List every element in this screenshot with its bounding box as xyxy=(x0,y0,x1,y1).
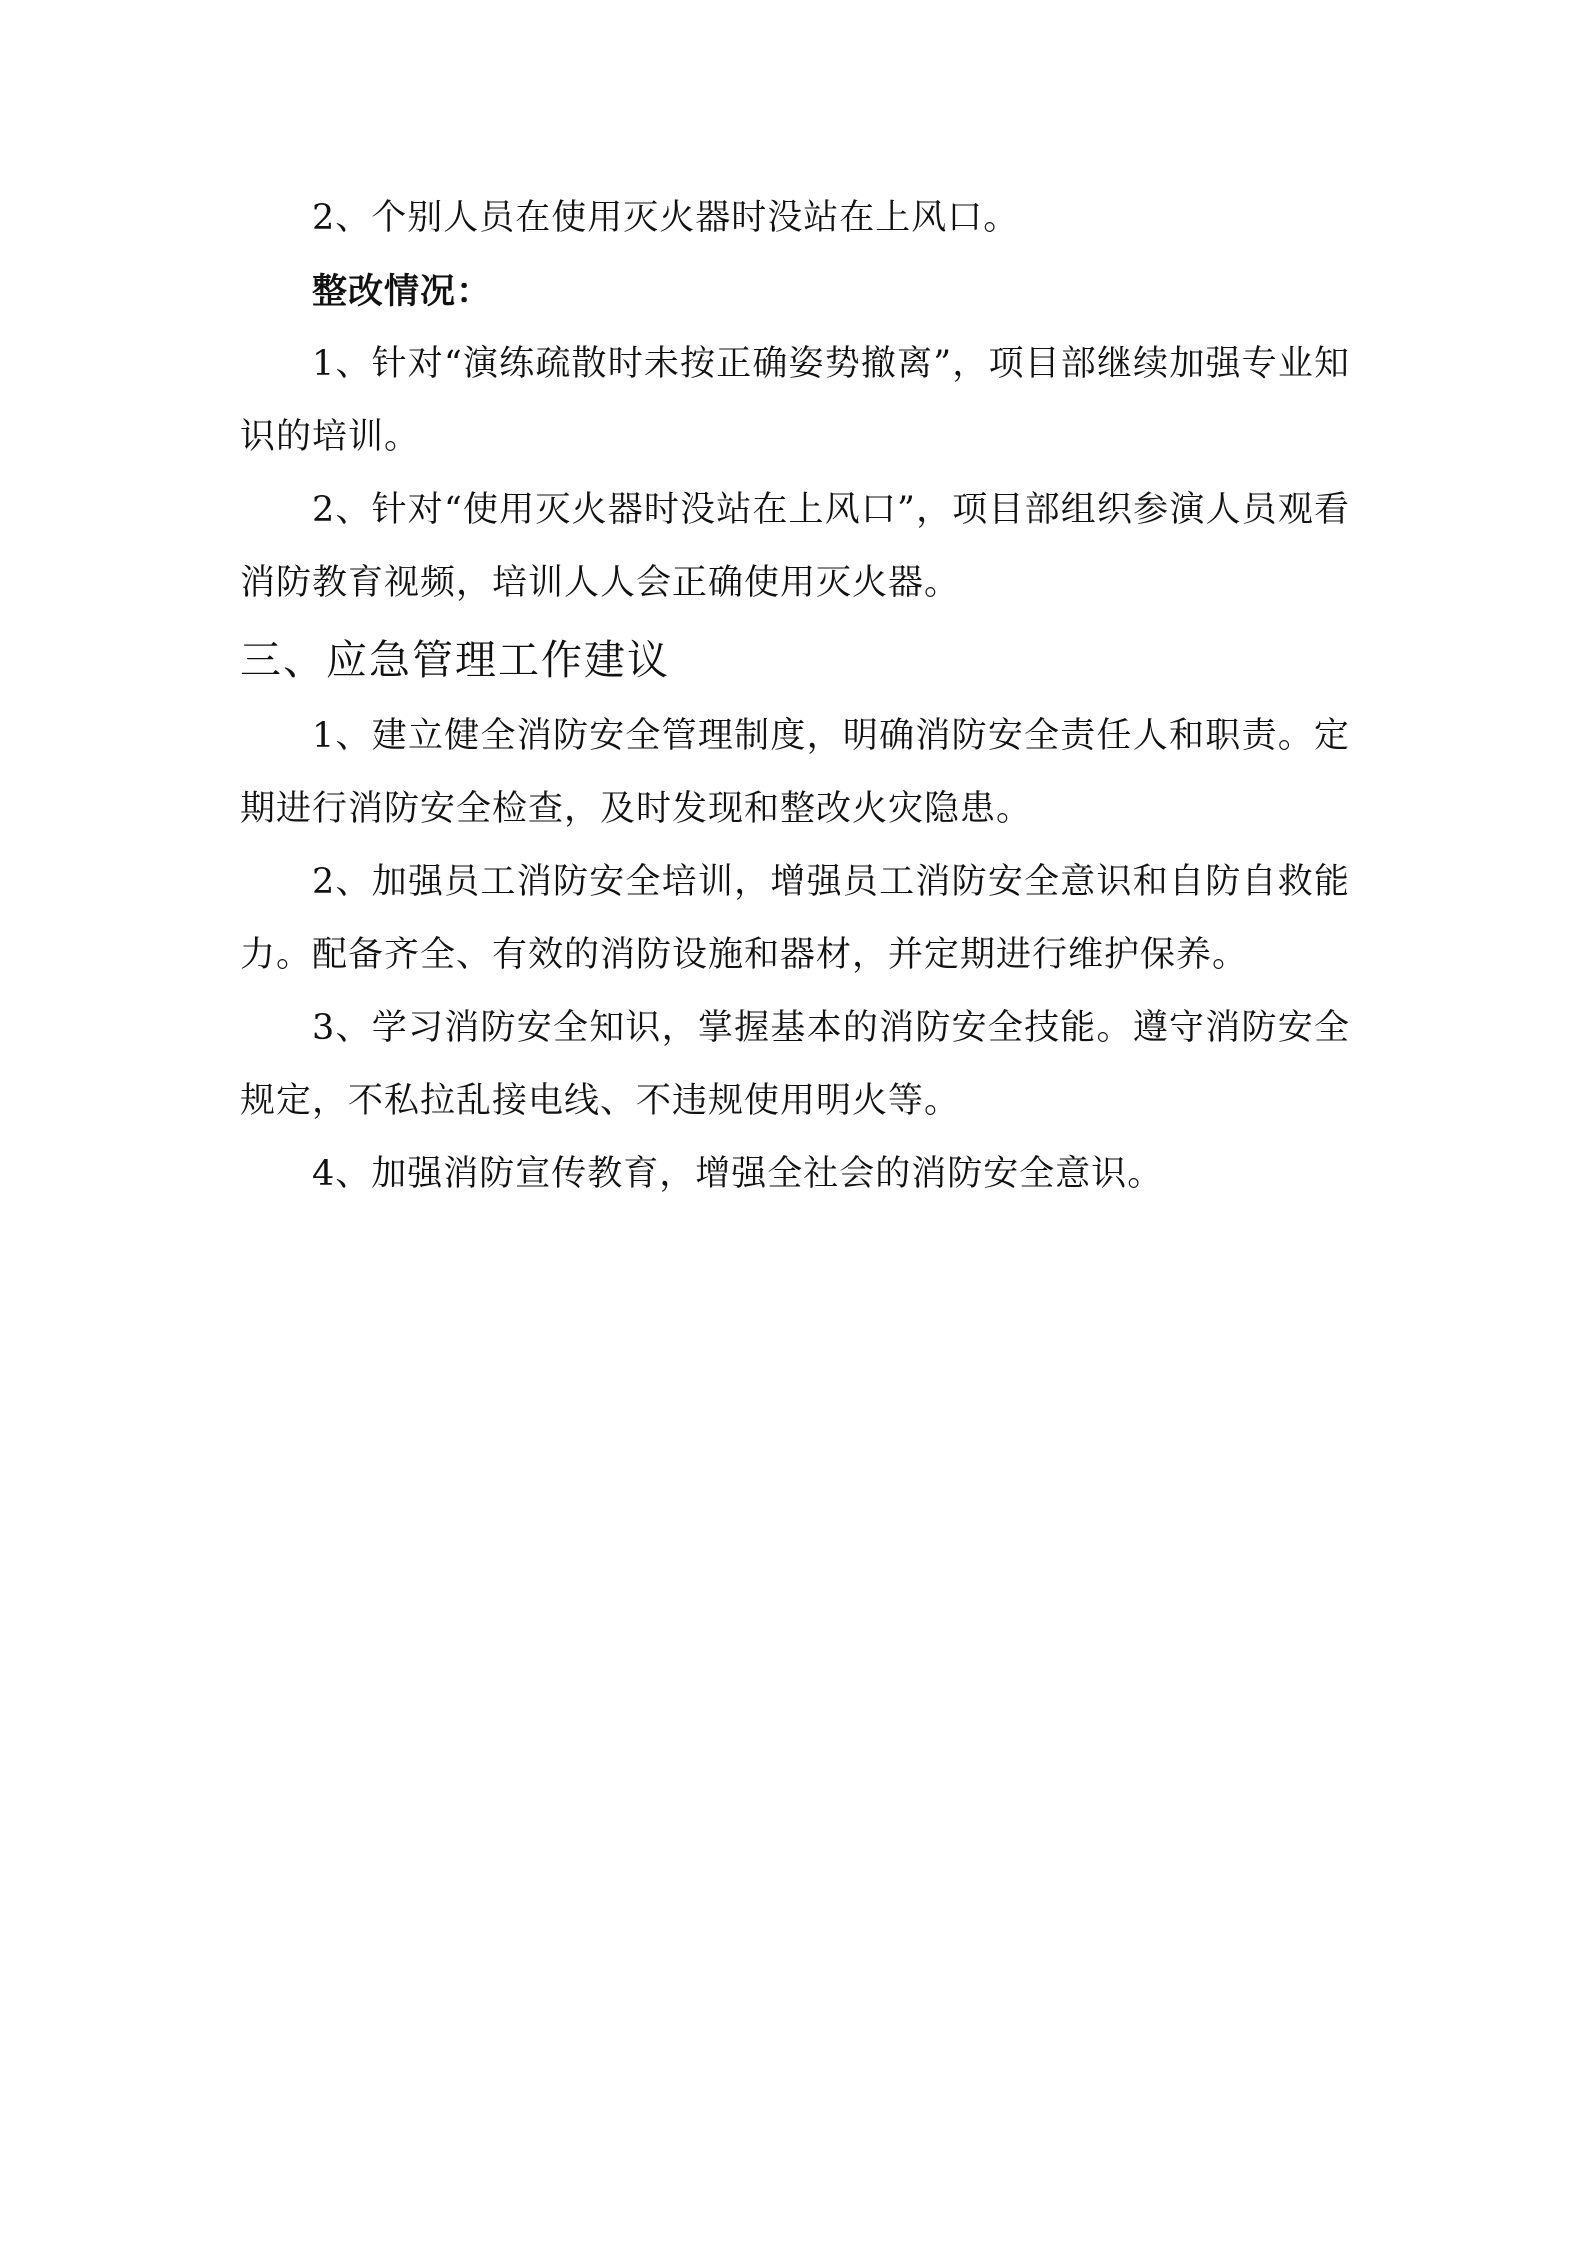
paragraph-suggestion-4: 4、加强消防宣传教育，增强全社会的消防安全意识。 xyxy=(312,1154,1164,1194)
paragraph-suggestion-2: 2、加强员工消防安全培训，增强员工消防安全意识和自防自救能力。配备齐全、有效的消防设施和器材，并定期进行维护保养。 xyxy=(240,862,1350,975)
paragraph-issue-2: 2、个别人员在使用灭火器时没站在上风口。 xyxy=(312,198,1020,238)
paragraph-rectification-1: 1、针对“演练疏散时未按正确姿势撤离”，项目部继续加强专业知识的培训。 xyxy=(240,344,1350,457)
paragraph-suggestion-3: 3、学习消防安全知识，掌握基本的消防安全技能。遵守消防安全规定，不私拉乱接电线、不违规使用明火等。 xyxy=(240,1008,1350,1121)
section-heading-3: 三、应急管理工作建议 xyxy=(240,636,670,684)
rectification-subheading: 整改情况： xyxy=(312,271,493,312)
paragraph-rectification-2: 2、针对“使用灭火器时没站在上风口”，项目部组织参演人员观看消防教育视频，培训人人会正确使用灭火器。 xyxy=(240,490,1350,603)
paragraph-suggestion-1: 1、建立健全消防安全管理制度，明确消防安全责任人和职责。定期进行消防安全检查，及时发现和整改火灾隐患。 xyxy=(240,716,1350,829)
document-body xyxy=(240,182,1350,1211)
